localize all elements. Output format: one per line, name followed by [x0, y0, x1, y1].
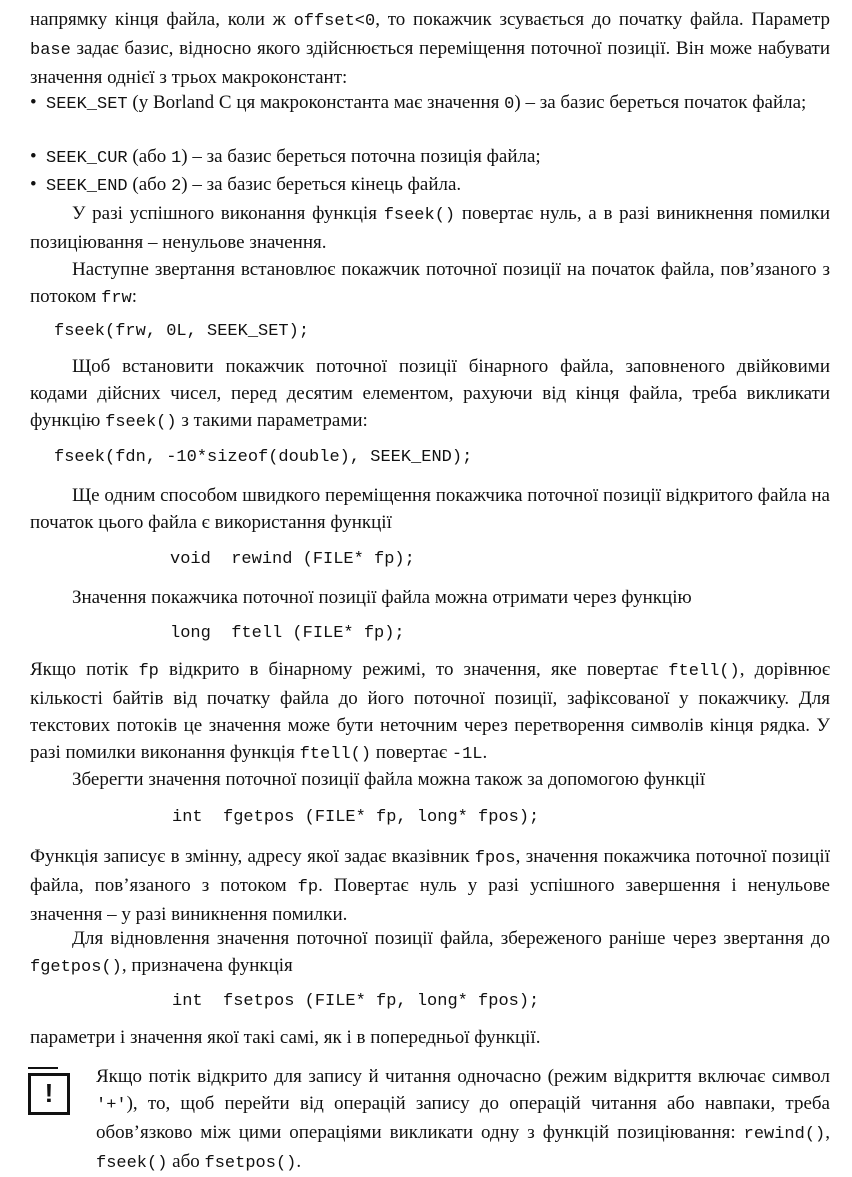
code-rewind: void rewind (FILE* fp);	[170, 550, 415, 569]
code-ftell: long ftell (FILE* fp);	[170, 624, 405, 643]
list-item-seek-set: • SEEK_SET (у Borland C ця макроконстанта має значення 0) – за базис береться початок файла;	[30, 92, 807, 114]
paragraph-fsetpos-intro: Для відновлення значення поточної позиції файла, збереженого раніше через звертання до fgetpos(), призначена функція	[30, 928, 830, 977]
paragraph-frw: Наступне звертання встановлює покажчик поточної позиції на початок файла, пов’язаного з потоком frw:	[30, 259, 830, 308]
code-fseek-fdn: fseek(fdn, -10*sizeof(double), SEEK_END);	[54, 448, 473, 467]
paragraph-rewind-intro: Ще одним способом швидкого переміщення покажчика поточної позиції відкритого файла на початок цього файла є використання функції	[30, 485, 830, 533]
exclamation-icon: !	[44, 1078, 54, 1108]
warning-icon	[28, 1073, 70, 1115]
code-fseek-frw: fseek(frw, 0L, SEEK_SET);	[54, 322, 310, 341]
paragraph-fseek-return: У разі успішного виконання функція fseek() повертає нуль, а в разі виникнення помилки позиціювання – ненульове значення.	[30, 203, 831, 253]
paragraph-params-same: параметри і значення якої такі самі, як і в попередньої функції.	[30, 1027, 541, 1048]
paragraph-binary-file: Щоб встановити покажчик поточної позиції бінарного файла, заповненого двійковими кодами дійсних чисел, перед десятим елементом, рахуючи від кінця файла, треба викликати функцію fseek() з такими параметрами:	[30, 356, 830, 432]
note-text: Якщо потік відкрито для запису й читання одночасно (режим відкриття включає символ '+'), то, щоб перейти від операцій запису до операцій читання або навпаки, треба обов’язково між цими операціями викликати одну з функцій позиціювання: rewind(), fseek() або fsetpos().	[96, 1066, 830, 1173]
paragraph-fgetpos-desc: Функція записує в змінну, адресу якої задає вказівник fpos, значення покажчика поточної позиції файла, пов’язаного з потоком fp. Повертає нуль у разі успішного завершення і ненульове значення – у разі виникнення помилки.	[30, 846, 830, 925]
paragraph-ftell-desc: Якщо потік fp відкрито в бінарному режимі, то значення, яке повертає ftell(), дорівнює кількості байтів від початку файла до його поточної позиції, зафіксованої у покажчику. Для текстових потоків це значення може бути неточним через перетворення символів кінця рядка. У разі помилки виконання функція ftell() повертає -1L.	[30, 659, 831, 764]
paragraph-offset-base: напрямку кінця файла, коли ж offset<0, то покажчик зсувається до початку файла. Параметр base задає базис, відносно якого здійснюється переміщення поточної позиції. Він може набувати значення однієї з трьох макроконстант:	[30, 9, 830, 88]
list-item-seek-cur: • SEEK_CUR (або 1) – за базис береться поточна позиція файла;	[30, 146, 541, 168]
list-item-seek-end: • SEEK_END (або 2) – за базис береться кінець файла.	[30, 174, 462, 196]
paragraph-fgetpos-intro: Зберегти значення поточної позиції файла можна також за допомогою функції	[72, 769, 706, 790]
paragraph-ftell-intro: Значення покажчика поточної позиції файла можна отримати через функцію	[72, 587, 692, 608]
code-fsetpos: int fsetpos (FILE* fp, long* fpos);	[172, 992, 540, 1011]
code-fgetpos: int fgetpos (FILE* fp, long* fpos);	[172, 808, 540, 827]
